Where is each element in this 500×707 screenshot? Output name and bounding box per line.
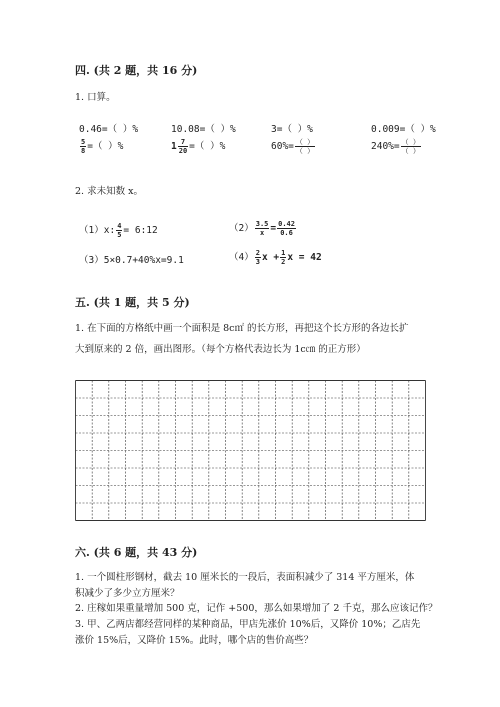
question-2-label: 2. 求未知数 x。 (75, 186, 143, 197)
problem-line-5: 涨价 15%后，又降价 15%。此时，哪个店的售价高些？ (75, 635, 314, 646)
calc-item-4: 0.009=（ ）% (371, 124, 436, 135)
section-4-title: 四. (共 2 题，共 16 分) (75, 64, 198, 77)
problem-line-3: 2. 庄稼如果重量增加 500 克，记作 +500，那么如果增加了 2 千克，那么应该记作？ (75, 603, 438, 614)
question-1-label: 1. 口算。 (75, 92, 116, 103)
fraction: $\frac{5}{8}$ (81, 138, 86, 155)
question-text-line-2: 大到原来的 2 倍，画出图形。（每个方格代表边长为 1c㎝ 的正方形） (75, 344, 366, 355)
equation-2: （2） $\frac{3.5}{x}$ = $\frac{0.42}{0.6}$ (229, 220, 295, 237)
section-5-title: 五. (共 1 题，共 5 分) (75, 296, 190, 309)
fraction: $\frac{( )}{( )}$ (401, 138, 420, 155)
calc-item-6: 1 $\frac{7}{20}$ =（ ）% (171, 138, 226, 155)
question-text-line-1: 1. 在下面的方格纸中画一个面积是 8c㎡ 的长方形，再把这个长方形的各边长扩 (75, 323, 409, 334)
calc-item-5: $\frac{5}{8}$ =（ ）% (81, 138, 124, 155)
calc-item-2: 10.08=（ ）% (171, 124, 236, 135)
problem-line-4: 3. 甲、乙两店都经营同样的某种商品，甲店先涨价 10%后，又降价 10%；乙店先 (75, 619, 421, 630)
section-6-title: 六. (共 6 题，共 43 分) (75, 546, 198, 559)
calc-item-8: 240%= $\frac{( )}{( )}$ (371, 138, 420, 155)
calc-item-3: 3=（ ）% (271, 124, 313, 135)
square-grid[interactable] (75, 380, 426, 521)
equation-4: （4） $\frac{2}{3}$ x + $\frac{1}{2}$ x = 42 (229, 249, 322, 266)
calc-item-1: 0.46=（ ）% (79, 124, 139, 135)
fraction: $\frac{1}{2}$ (281, 249, 286, 266)
fraction: $\frac{( )}{( )}$ (295, 138, 315, 155)
fraction: $\frac{7}{20}$ (178, 138, 188, 155)
fraction: $\frac{3.5}{x}$ (255, 220, 269, 237)
fraction: $\frac{4}{5}$ (117, 222, 122, 239)
fraction: $\frac{0.42}{0.6}$ (278, 220, 295, 237)
calc-item-7: 60%= $\frac{( )}{( )}$ (271, 138, 315, 155)
problem-line-2: 积减少了多少立方厘米？ (75, 588, 180, 599)
problem-line-1: 1. 一个圆柱形钢材，截去 10 厘米长的一段后，表面积减少了 314 平方厘米，体 (75, 572, 415, 583)
equation-1: （1）x: $\frac{4}{5}$ = 6:12 (79, 222, 158, 239)
equation-3: （3）5×0.7+40%x=9.1 (79, 255, 184, 266)
fraction: $\frac{2}{3}$ (255, 249, 260, 266)
